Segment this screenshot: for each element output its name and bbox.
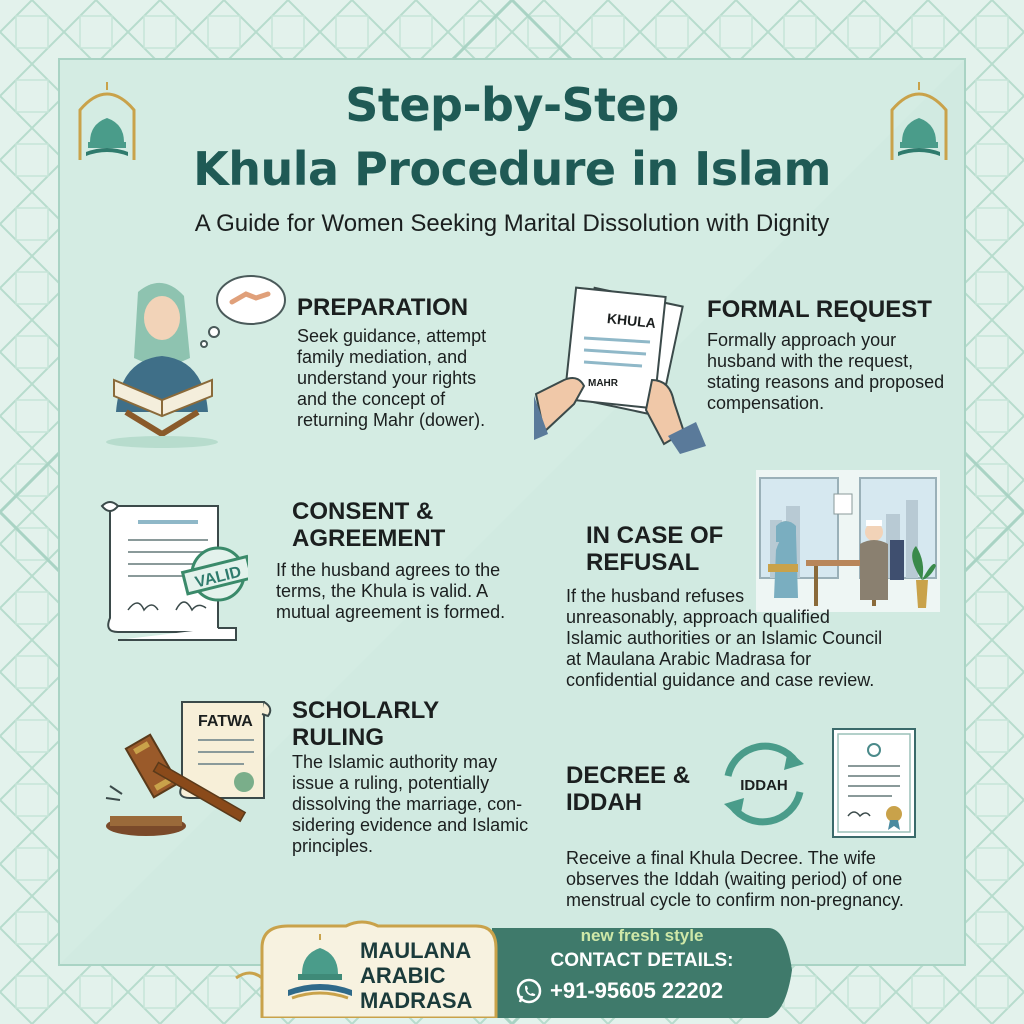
text-line: compensation.: [707, 393, 825, 413]
text-line: principles.: [292, 836, 374, 856]
org-line: ARABIC: [360, 963, 446, 988]
title-line: SCHOLARLY: [292, 697, 440, 724]
step-formal-request-title: FORMAL REQUEST: [707, 296, 932, 323]
text-line: mutual agreement is formed.: [276, 602, 506, 622]
valid-stamp-label: VALID: [193, 563, 244, 592]
text-line: Islamic authorities or an Islamic Council: [566, 628, 883, 648]
text-line: Receive a final Khula Decree. The wife: [566, 848, 876, 868]
title-line: RULING: [292, 724, 384, 751]
page-title-line2: Khula Procedure in Islam: [193, 142, 831, 196]
text-line: issue a ruling, potentially: [292, 773, 490, 793]
text-line: stating reasons and proposed: [707, 372, 945, 392]
text-line: at Maulana Arabic Madrasa for: [566, 649, 812, 669]
text-line: If the husband agrees to the: [276, 560, 501, 580]
title-line: CONSENT &: [292, 498, 434, 525]
step-preparation-text: [297, 326, 486, 431]
phone-row[interactable]: [516, 976, 723, 1006]
text-line: If the husband refuses: [566, 586, 745, 606]
text-line: understand your rights: [297, 368, 477, 388]
text-line: menstrual cycle to confirm non-pregnancy.: [566, 890, 904, 910]
hands-holding-documents-illustration: [534, 284, 706, 456]
step-consent-title: [292, 498, 445, 552]
step-refusal-text: [566, 586, 882, 691]
whatsapp-icon: [516, 978, 542, 1004]
phone-number[interactable]: +91-95605 22202: [550, 978, 724, 1003]
title-line: IN CASE OF: [586, 522, 724, 549]
step-ruling-text: [292, 752, 528, 857]
fatwa-doc-label: FATWA: [198, 713, 253, 730]
step-decree-title: [566, 762, 690, 816]
iddah-cycle-label: IDDAH: [740, 777, 788, 794]
decree-certificate-illustration: [832, 728, 916, 838]
woman-reading-quran-illustration: [96, 262, 286, 452]
mahr-doc-label: MAHR: [588, 378, 618, 389]
signed-agreement-scroll-illustration: [98, 500, 248, 648]
title-line: IDDAH: [566, 789, 642, 816]
org-line: MAULANA: [360, 938, 472, 963]
text-line: husband with the request,: [707, 351, 914, 371]
text-line: confidential guidance and case review.: [566, 670, 875, 690]
page-title-line1: Step-by-Step: [345, 78, 679, 132]
text-line: returning Mahr (dower).: [297, 410, 486, 430]
title-line: AGREEMENT: [292, 525, 446, 552]
gavel-and-fatwa-illustration: [104, 698, 274, 842]
text-line: Formally approach your: [707, 330, 897, 350]
text-line: and the concept of: [297, 389, 446, 409]
text-line: dissolving the marriage, con-: [292, 794, 523, 814]
text-line: family mediation, and: [297, 347, 468, 367]
contact-label: CONTACT DETAILS:: [550, 950, 734, 971]
step-consent-text: [276, 560, 505, 623]
khula-doc-label: KHULA: [606, 310, 657, 332]
text-line: observes the Iddah (waiting period) of one: [566, 869, 903, 889]
text-line: terms, the Khula is valid. A: [276, 581, 489, 601]
step-refusal-title: [586, 522, 723, 576]
text-line: sidering evidence and Islamic: [292, 815, 529, 835]
tagline: new fresh style: [580, 926, 704, 945]
text-line: Seek guidance, attempt: [297, 326, 487, 346]
text-line: The Islamic authority may: [292, 752, 498, 772]
iddah-cycle-icon: [712, 732, 816, 836]
page-subtitle: A Guide for Women Seeking Marital Dissolution with Dignity: [194, 210, 830, 237]
step-formal-request-text: [707, 330, 944, 414]
step-preparation-title: PREPARATION: [297, 294, 469, 321]
org-line: MADRASA: [360, 988, 473, 1013]
title-line: REFUSAL: [586, 549, 700, 576]
organization-name: [360, 938, 472, 1013]
title-line: DECREE &: [566, 762, 691, 789]
step-decree-text: [566, 848, 904, 911]
text-line: unreasonably, approach qualified: [566, 607, 830, 627]
step-ruling-title: [292, 697, 439, 751]
